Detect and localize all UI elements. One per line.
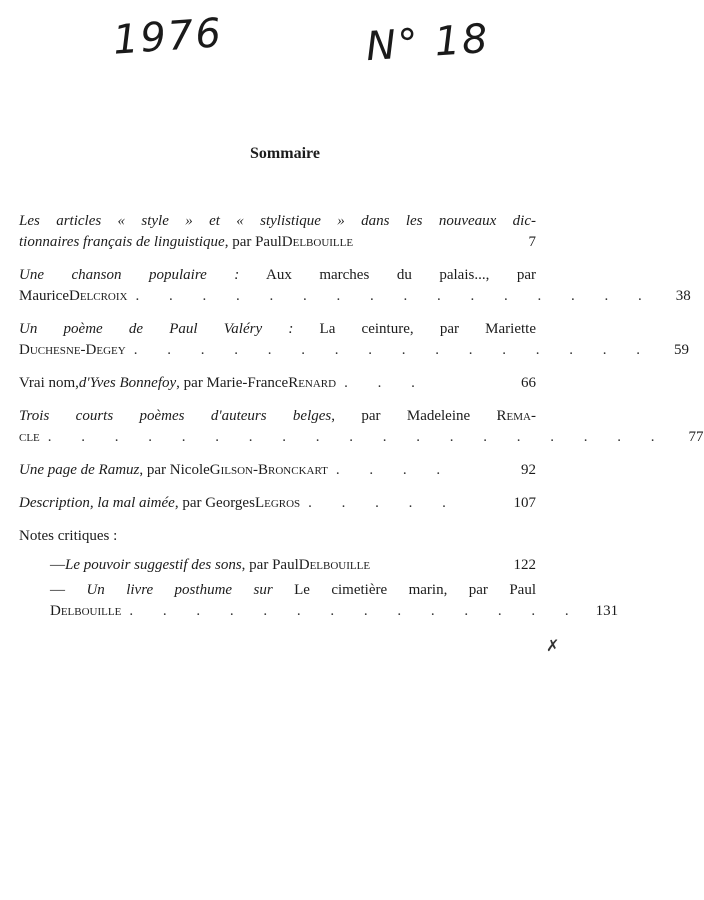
dot-leader: . . . . . [308, 495, 459, 511]
entry-author: Legros [254, 495, 301, 511]
entry-page-number: 107 [513, 495, 536, 511]
entry-author: cle [19, 429, 40, 445]
entry-title: Un livre posthume sur [86, 582, 273, 598]
entry-page-number: 38 [675, 288, 691, 304]
entry-author: Duchesne-Degey [19, 342, 126, 358]
toc-entry: Vrai nom, d'Yves Bonnefoy , par Marie-France Renard . . . 66 [19, 373, 536, 394]
toc-subentry: — Le pouvoir suggestif des sons , par Paul Delbouille 122 [19, 555, 536, 576]
entry-page-number: 7 [528, 234, 536, 250]
toc-subentry: — Un livre posthume sur Le cimetière marin, par Paul Delbouille . . . . . . . . . . . . . . 131 [19, 580, 536, 622]
entry-title: Trois courts poèmes d'auteurs belges [19, 408, 332, 424]
entry-page-number: 92 [521, 462, 536, 478]
entry-page-number: 122 [513, 557, 536, 573]
entry-author: Delbouille [50, 603, 122, 619]
entry-author: Delbouille [298, 557, 371, 573]
entry-author: Delbouille [281, 234, 354, 250]
toc-entry: Trois courts poèmes d'auteurs belges, par Madeleine Rema- cle . . . . . . . . . . . . . . . . . . . 77 [19, 406, 536, 448]
entry-title: Un poème de Paul Valéry : [19, 321, 294, 337]
toc-entry: Un poème de Paul Valéry : La ceinture, par Mariette Duchesne-Degey . . . . . . . . . . . . . . . . 59 [19, 319, 536, 361]
entry-author: Renard [288, 375, 337, 391]
entry-page-number: 77 [688, 429, 704, 445]
handwritten-year: 1976 [111, 10, 225, 64]
handwritten-issue-number: N° 18 [364, 15, 492, 71]
entry-title: Les articles « style » et « stylistique » dans les nouveaux dic- [19, 213, 536, 229]
entry-author: Delcroix [68, 288, 128, 304]
margin-check-mark: ✗ [546, 636, 560, 655]
toc-entry: Les articles « style » et « stylistique » dans les nouveaux dic- tionnaires français de linguistique , par Paul Delbouille 7 [19, 211, 536, 253]
page-title: Sommaire [250, 145, 320, 162]
entry-author: Rema- [496, 408, 536, 424]
toc-entry: Description, la mal aimée , par Georges Legros . . . . . 107 [19, 493, 536, 514]
dot-leader: . . . [344, 375, 428, 391]
entry-page-number: 59 [673, 342, 689, 358]
entry-title: Description, la mal aimée [19, 495, 175, 511]
entry-title: d'Yves Bonnefoy [78, 375, 177, 391]
entry-author: Gilson-Bronckart [209, 462, 328, 478]
dot-leader: . . . . [335, 462, 454, 478]
entry-page-number: 131 [595, 603, 619, 619]
toc-entry: Une chanson populaire : Aux marches du palais..., par Maurice Delcroix . . . . . . . . . . . . . . . . 38 [19, 265, 536, 307]
entry-title: tionnaires français de linguistique [19, 234, 225, 250]
entry-title: Une chanson populaire : [19, 267, 240, 283]
table-of-contents [19, 211, 704, 634]
dot-leader: . . . . . . . . . . . . . . . . [135, 288, 655, 304]
entry-page-number: 66 [521, 375, 536, 391]
toc-entry: Une page de Ramuz , par Nicole Gilson-Bronckart . . . . 92 [19, 460, 536, 481]
dot-leader: . . . . . . . . . . . . . . [129, 603, 582, 619]
entry-title: Le pouvoir suggestif des sons [65, 557, 242, 573]
entry-title: Une page de Ramuz [19, 462, 140, 478]
dot-leader: . . . . . . . . . . . . . . . . [133, 342, 653, 358]
notes-section-label: Notes critiques : [19, 528, 118, 544]
dot-leader: . . . . . . . . . . . . . . . . . . . [47, 429, 668, 445]
